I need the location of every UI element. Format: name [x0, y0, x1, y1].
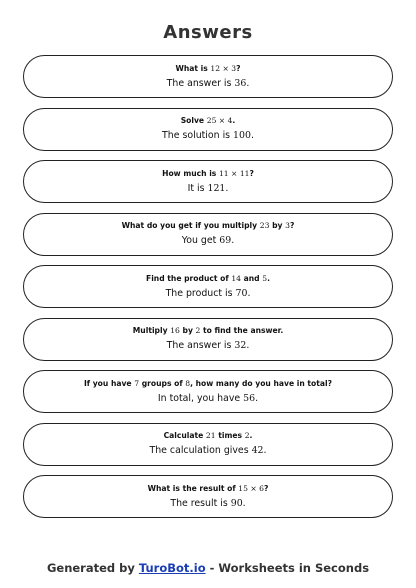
- question-text: [181, 116, 236, 126]
- math-expression: 2: [195, 326, 201, 335]
- math-expression: 3: [285, 221, 290, 230]
- question-text: [122, 221, 295, 231]
- question-text-part: ?: [236, 63, 241, 73]
- math-expression: 8: [185, 378, 191, 388]
- answer-text-part: .: [255, 392, 259, 404]
- math-expression: 15 × 6: [238, 483, 264, 493]
- answer-text-part: .: [242, 497, 246, 509]
- question-text-part: What do you get if you multiply: [121, 221, 260, 230]
- question-text-part: Multiply: [132, 326, 171, 335]
- answer-card: [23, 423, 393, 466]
- question-text-part: How much is: [162, 168, 219, 178]
- answer-text-part: .: [263, 445, 267, 456]
- question-text: [162, 169, 254, 179]
- question-text-part: to find the answer.: [200, 326, 284, 335]
- answer-value: 70: [235, 287, 248, 299]
- answer-text: [167, 339, 250, 352]
- answer-text-part: .: [225, 182, 229, 194]
- answer-text: [188, 182, 229, 195]
- answer-text-part: The result is: [170, 497, 231, 509]
- answer-card: [23, 55, 393, 98]
- question-text-part: Find the product of: [146, 273, 232, 283]
- math-expression: 2: [244, 431, 250, 440]
- turobot-link[interactable]: TuroBot.io: [138, 561, 206, 575]
- math-expression: 21: [205, 431, 216, 440]
- answer-text-part: The product is: [165, 287, 236, 299]
- question-text-part: by: [269, 221, 286, 230]
- question-text: [148, 484, 269, 494]
- question-text-part: Solve: [180, 116, 207, 125]
- math-expression: 23: [259, 221, 270, 230]
- footer: [0, 561, 416, 575]
- answer-value: 100: [233, 130, 251, 141]
- math-expression: 5: [262, 273, 268, 283]
- answer-text: [182, 234, 234, 247]
- math-expression: 11 × 11: [218, 168, 250, 178]
- answer-text: [166, 287, 251, 300]
- answer-text: [158, 392, 258, 405]
- answer-text-part: The answer is: [166, 77, 235, 89]
- question-text-part: .: [267, 273, 270, 283]
- math-expression: 14: [231, 273, 241, 283]
- answer-card: [23, 318, 393, 361]
- answer-text-part: .: [246, 77, 250, 89]
- page-title: Answers: [163, 22, 253, 43]
- answer-value: 42: [251, 445, 264, 456]
- question-text-part: , how many do you have in total?: [190, 378, 333, 388]
- answer-list: [23, 55, 393, 528]
- answer-card: [23, 160, 393, 203]
- answer-text-part: The calculation gives: [149, 445, 252, 456]
- answer-card: [23, 265, 393, 308]
- answer-text-part: The answer is: [166, 340, 235, 351]
- answer-card: [23, 475, 393, 518]
- answer-text-part: .: [246, 340, 250, 351]
- answer-card: [23, 108, 393, 151]
- footer-prefix: Generated by: [46, 561, 139, 575]
- question-text-part: What is the result of: [147, 483, 239, 493]
- answer-card: [23, 213, 393, 256]
- question-text-part: ?: [289, 221, 295, 230]
- answer-text-part: It is: [187, 182, 208, 194]
- answer-text-part: .: [250, 130, 254, 141]
- math-expression: 16: [170, 326, 180, 335]
- question-text: [133, 326, 283, 336]
- answer-text-part: .: [247, 287, 251, 299]
- question-text-part: What is: [175, 63, 211, 73]
- question-text-part: Calculate: [163, 431, 206, 440]
- answer-text-part: You get: [181, 235, 220, 246]
- answer-text: [162, 129, 254, 142]
- math-expression: 25 × 4: [206, 116, 233, 125]
- question-text-part: .: [249, 431, 253, 440]
- answer-card: [23, 370, 393, 413]
- answer-text: [167, 77, 250, 90]
- question-text-part: by: [179, 326, 196, 335]
- answer-value: 69: [219, 235, 232, 246]
- footer-suffix: - Worksheets in Seconds: [205, 561, 370, 575]
- question-text-part: groups of: [139, 378, 186, 388]
- question-text-part: times: [215, 431, 245, 440]
- math-expression: 7: [134, 378, 140, 388]
- question-text: [146, 274, 270, 284]
- answer-value: 36: [234, 77, 247, 89]
- answer-value: 90: [230, 497, 243, 509]
- answer-text-part: In total, you have: [157, 392, 244, 404]
- answer-value: 56: [243, 392, 256, 404]
- answer-text-part: The solution is: [162, 130, 234, 141]
- question-text-part: ?: [263, 483, 269, 493]
- answer-text: [150, 444, 267, 457]
- question-text: [164, 431, 253, 441]
- answer-text: [170, 497, 245, 510]
- question-text-part: ?: [249, 168, 254, 178]
- question-text-part: .: [232, 116, 236, 125]
- answer-value: 32: [234, 340, 247, 351]
- answer-value: 121: [207, 182, 226, 194]
- question-text: [84, 379, 332, 389]
- math-expression: 12 × 3: [210, 63, 237, 73]
- answer-text-part: .: [231, 235, 235, 246]
- question-text-part: If you have: [83, 378, 135, 388]
- question-text-part: and: [240, 273, 263, 283]
- question-text: [175, 64, 240, 74]
